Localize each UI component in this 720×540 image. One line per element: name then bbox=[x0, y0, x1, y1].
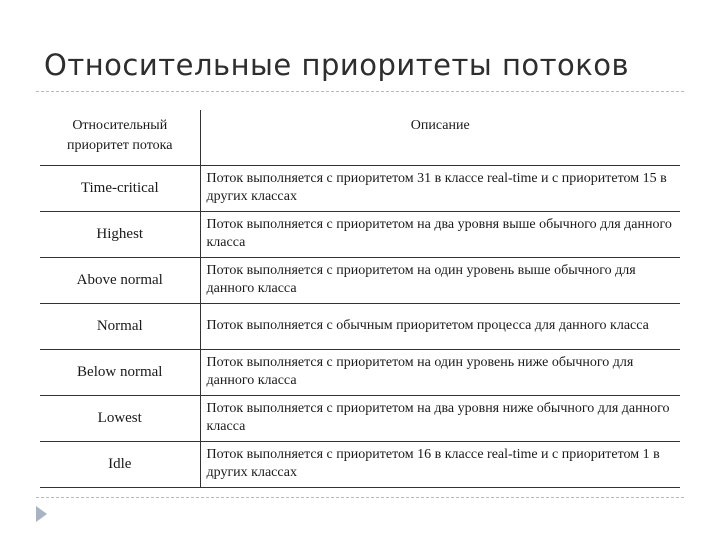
table-header-row bbox=[40, 110, 680, 165]
table-row bbox=[40, 349, 680, 395]
priority-name: Lowest bbox=[40, 395, 200, 441]
priority-name: Idle bbox=[40, 441, 200, 487]
priority-table bbox=[40, 110, 680, 488]
table-row bbox=[40, 165, 680, 211]
priority-description: Поток выполняется с приоритетом 31 в классе real-time и с приоритетом 15 в других классах bbox=[200, 165, 680, 211]
header-priority: Относительный приоритет потока bbox=[40, 110, 200, 165]
page-title: Относительные приоритеты потоков bbox=[44, 48, 630, 82]
table-row bbox=[40, 257, 680, 303]
table-row bbox=[40, 303, 680, 349]
title-divider bbox=[36, 91, 684, 92]
table-row bbox=[40, 395, 680, 441]
priority-name: Below normal bbox=[40, 349, 200, 395]
priority-description: Поток выполняется с приоритетом на два уровня выше обычного для данного класса bbox=[200, 211, 680, 257]
header-description: Описание bbox=[200, 110, 680, 165]
priority-description: Поток выполняется с приоритетом на один уровень ниже обычного для данного класса bbox=[200, 349, 680, 395]
priority-description: Поток выполняется с приоритетом 16 в классе real-time и с приоритетом 1 в других классах bbox=[200, 441, 680, 487]
priority-name: Above normal bbox=[40, 257, 200, 303]
priority-description: Поток выполняется с приоритетом на один уровень выше обычного для данного класса bbox=[200, 257, 680, 303]
footer-divider bbox=[36, 497, 684, 498]
table-row bbox=[40, 211, 680, 257]
arrow-bullet-icon bbox=[36, 506, 47, 522]
priority-name: Normal bbox=[40, 303, 200, 349]
priority-description: Поток выполняется с приоритетом на два уровня ниже обычного для данного класса bbox=[200, 395, 680, 441]
priority-description: Поток выполняется с обычным приоритетом процесса для данного класса bbox=[200, 303, 680, 349]
priority-name: Highest bbox=[40, 211, 200, 257]
priority-name: Time-critical bbox=[40, 165, 200, 211]
table-row bbox=[40, 441, 680, 487]
